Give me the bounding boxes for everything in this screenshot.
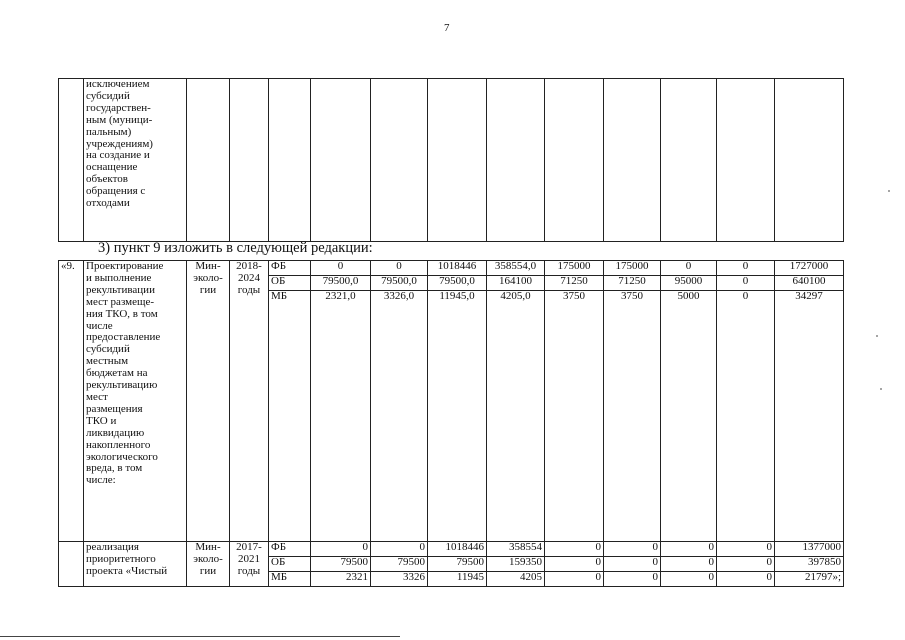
value-cell: 3750 — [604, 291, 661, 542]
empty-cell — [371, 79, 428, 242]
period: 2017- 2021 годы — [230, 542, 269, 587]
empty-cell — [717, 79, 775, 242]
section-heading: 3) пункт 9 изложить в следующей редакции: — [98, 240, 373, 256]
value-cell: 11945,0 — [428, 291, 487, 542]
value-cell: 11945 — [428, 572, 487, 587]
item-number: «9. — [59, 261, 84, 542]
value-cell: 175000 — [545, 261, 604, 276]
value-cell: 79500,0 — [371, 276, 428, 291]
subitem-table — [58, 541, 844, 587]
value-cell: 3326 — [371, 572, 428, 587]
value-cell: 0 — [661, 261, 717, 276]
value-cell: 0 — [311, 261, 371, 276]
value-cell: 79500 — [311, 557, 371, 572]
value-cell: 175000 — [604, 261, 661, 276]
value-cell: 0 — [717, 291, 775, 542]
value-cell: 95000 — [661, 276, 717, 291]
value-cell: 0 — [311, 542, 371, 557]
empty-cell — [230, 79, 269, 242]
value-cell: 2321 — [311, 572, 371, 587]
empty-cell — [604, 79, 661, 242]
scan-speck — [876, 335, 878, 337]
value-cell: 1018446 — [428, 261, 487, 276]
item-name: Проектирование и выполнение рекультивации мест размеще- ния ТКО, в том числе предоставление субсидий местным бюджетам на рекультивацию мест размещения ТКО и ликвидацию накопленного экологического вреда, в том числе: — [84, 261, 187, 542]
period: 2018- 2024 годы — [230, 261, 269, 542]
funding-source: МБ — [269, 572, 311, 587]
value-cell: 159350 — [487, 557, 545, 572]
value-cell: 0 — [661, 572, 717, 587]
empty-cell — [311, 79, 371, 242]
funding-source: ФБ — [269, 542, 311, 557]
empty-cell — [59, 542, 84, 587]
continued-text: исключением субсидий государствен- ным (муници- пальным) учреждениям) на создание и оснащение объектов обращения с отходами — [84, 79, 187, 242]
empty-cell — [545, 79, 604, 242]
value-cell: 0 — [545, 557, 604, 572]
value-cell: 0 — [661, 542, 717, 557]
empty-cell — [661, 79, 717, 242]
value-cell: 0 — [717, 542, 775, 557]
value-cell: 79500,0 — [311, 276, 371, 291]
value-cell: 5000 — [661, 291, 717, 542]
value-cell: 3750 — [545, 291, 604, 542]
scan-speck — [880, 388, 882, 390]
value-cell: 79500,0 — [428, 276, 487, 291]
value-cell: 358554 — [487, 542, 545, 557]
value-cell: 0 — [371, 261, 428, 276]
value-cell: 0 — [545, 542, 604, 557]
value-cell: 0 — [604, 542, 661, 557]
value-cell: 4205 — [487, 572, 545, 587]
empty-cell — [487, 79, 545, 242]
value-cell: 0 — [717, 276, 775, 291]
value-cell: 358554,0 — [487, 261, 545, 276]
continuation-table — [58, 78, 844, 242]
total-cell: 640100 — [775, 276, 844, 291]
empty-cell — [187, 79, 230, 242]
funding-source: МБ — [269, 291, 311, 542]
value-cell: 79500 — [428, 557, 487, 572]
executor: Мин- эколо- гии — [187, 542, 230, 587]
empty-cell — [59, 79, 84, 242]
value-cell: 0 — [717, 572, 775, 587]
value-cell: 4205,0 — [487, 291, 545, 542]
funding-source: ФБ — [269, 261, 311, 276]
value-cell: 0 — [717, 557, 775, 572]
value-cell: 71250 — [604, 276, 661, 291]
scan-speck — [888, 190, 890, 192]
empty-cell — [269, 79, 311, 242]
value-cell: 71250 — [545, 276, 604, 291]
executor: Мин- эколо- гии — [187, 261, 230, 542]
value-cell: 0 — [604, 557, 661, 572]
value-cell: 0 — [545, 572, 604, 587]
total-cell: 21797»; — [775, 572, 844, 587]
total-cell: 1727000 — [775, 261, 844, 276]
value-cell: 2321,0 — [311, 291, 371, 542]
funding-source: ОБ — [269, 276, 311, 291]
page-bottom-line — [0, 636, 400, 637]
funding-source: ОБ — [269, 557, 311, 572]
item-9-table — [58, 260, 844, 542]
total-cell: 1377000 — [775, 542, 844, 557]
value-cell: 0 — [661, 557, 717, 572]
value-cell: 79500 — [371, 557, 428, 572]
value-cell: 0 — [604, 572, 661, 587]
total-cell: 34297 — [775, 291, 844, 542]
value-cell: 0 — [371, 542, 428, 557]
subitem-name: реализация приоритетного проекта «Чистый — [84, 542, 187, 587]
value-cell: 0 — [717, 261, 775, 276]
page-number: 7 — [444, 22, 450, 34]
value-cell: 3326,0 — [371, 291, 428, 542]
value-cell: 1018446 — [428, 542, 487, 557]
empty-cell — [428, 79, 487, 242]
total-cell: 397850 — [775, 557, 844, 572]
value-cell: 164100 — [487, 276, 545, 291]
empty-cell — [775, 79, 844, 242]
